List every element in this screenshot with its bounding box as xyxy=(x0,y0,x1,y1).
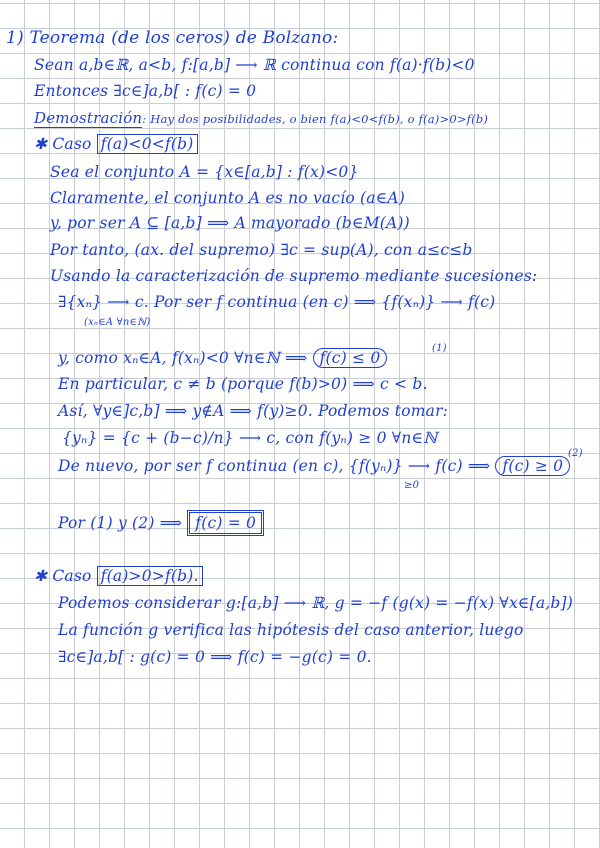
case1-conclusion xyxy=(58,513,264,533)
theorem-conclusion: Entonces ∃c∈]a,b[ : f(c) = 0 xyxy=(34,82,257,100)
proof-label: Demostración xyxy=(34,109,143,127)
case1-line-7 xyxy=(58,348,387,368)
case1-line-11-text: De nuevo, por ser f continua (en c), {f(yₙ)} ⟶ f(c) ⟹ xyxy=(58,457,491,475)
case1-line-1: Sea el conjunto A = {x∈[a,b] : f(x)<0} xyxy=(50,163,359,181)
case1-line-6: ∃{xₙ} ⟶ c. Por ser f continua (en c) ⟹ {f(xₙ)} ⟶ f(c) xyxy=(58,293,496,311)
case1-line-8: En particular, c ≠ b (porque f(b)>0) ⟹ c < b. xyxy=(58,375,428,393)
case1-line-6-subscript: (xₙ∈A ∀n∈ℕ) xyxy=(84,317,151,328)
proof-intro: : Hay dos posibilidades, o bien f(a)<0<f(b), o f(a)>0>f(b) xyxy=(142,112,489,126)
case1-result-2: f(c) ≥ 0 xyxy=(495,456,570,476)
theorem-hypothesis: Sean a,b∈ℝ, a<b, f:[a,b] ⟶ ℝ continua con f(a)·f(b)<0 xyxy=(34,56,475,74)
case1-line-4: Por tanto, (ax. del supremo) ∃c = sup(A), con a≤c≤b xyxy=(50,241,473,259)
case1-line-2: Claramente, el conjunto A es no vacío (a∈A) xyxy=(50,189,406,207)
case1-line-10: {yₙ} = {c + (b−c)/n} ⟶ c, con f(yₙ) ≥ 0 ∀n∈ℕ xyxy=(62,429,438,447)
case2-bullet: ✱ Caso xyxy=(34,567,92,585)
case1-bullet: ✱ Caso xyxy=(34,135,92,153)
case1-conclusion-text: Por (1) y (2) ⟹ xyxy=(58,514,183,532)
case1-mark-2: (2) xyxy=(568,448,583,459)
case2-heading xyxy=(34,566,203,586)
case1-mark-1: (1) xyxy=(432,343,447,354)
case1-line-9: Así, ∀y∈]c,b] ⟹ y∉A ⟹ f(y)≥0. Podemos tomar: xyxy=(58,402,449,420)
case2-line-1: Podemos considerar g:[a,b] ⟶ ℝ, g = −f (g(x) = −f(x) ∀x∈[a,b]) xyxy=(58,594,574,612)
case1-line-11-subscript: ≥0 xyxy=(404,480,420,491)
case1-line-3: y, por ser A ⊆ [a,b] ⟹ A mayorado (b∈M(A)) xyxy=(50,214,410,232)
case2-condition: f(a)>0>f(b). xyxy=(97,566,203,586)
case1-heading xyxy=(34,134,198,154)
case1-result-1: f(c) ≤ 0 xyxy=(313,348,388,368)
proof-line xyxy=(34,108,488,129)
case1-line-7-text: y, como xₙ∈A, f(xₙ)<0 ∀n∈ℕ ⟹ xyxy=(58,349,308,367)
case1-line-11 xyxy=(58,456,570,476)
case1-line-5: Usando la caracterización de supremo mediante sucesiones: xyxy=(50,267,538,285)
case1-final-result: f(c) = 0 xyxy=(187,510,264,536)
case1-condition: f(a)<0<f(b) xyxy=(97,134,198,154)
case2-line-2: La función g verifica las hipótesis del caso anterior, luego xyxy=(58,621,524,639)
theorem-title: 1) Teorema (de los ceros) de Bolzano: xyxy=(6,28,339,48)
case2-line-3: ∃c∈]a,b[ : g(c) = 0 ⟹ f(c) = −g(c) = 0. xyxy=(58,648,372,666)
